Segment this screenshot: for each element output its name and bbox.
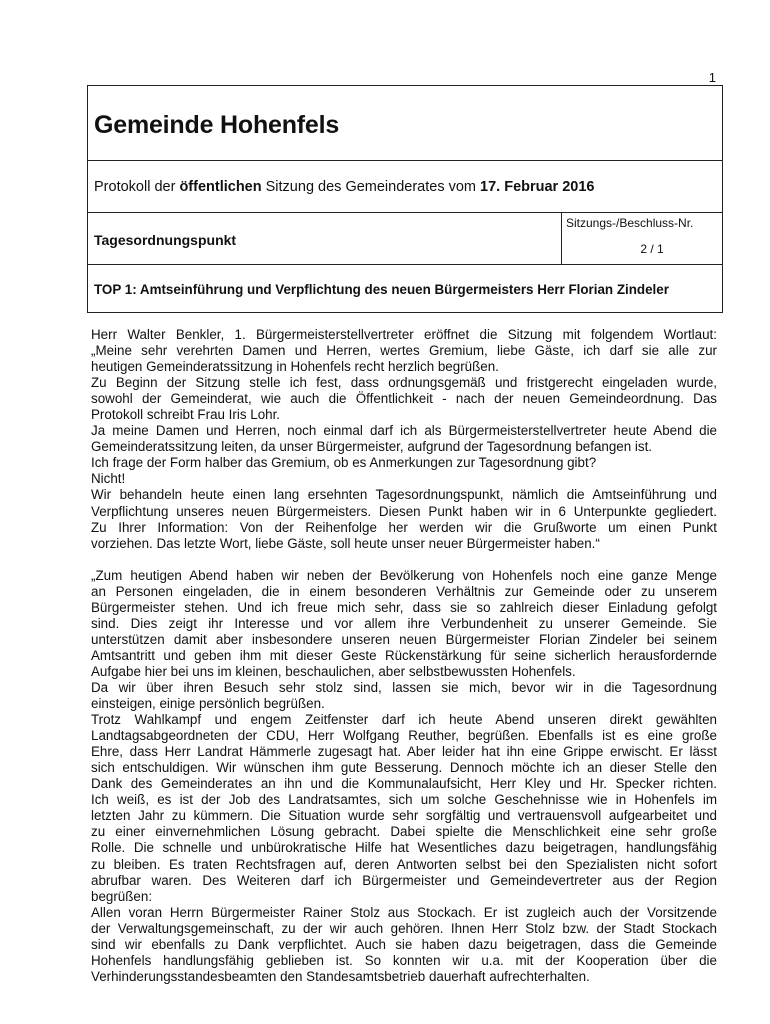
body-text xyxy=(91,327,717,985)
session-number: 2 / 1 xyxy=(640,242,664,256)
text-line: an Personen eingeladen, die in einem besonderen Verhältnis zur Gemeinde oder zu unserem xyxy=(91,583,717,599)
text-line: Trotz Wahlkampf und engem Zeitfenster darf ich heute Abend unseren direkt gewählten xyxy=(91,712,717,728)
protocol-middle: Sitzung des Gemeinderates vom xyxy=(261,179,481,195)
text-line: Verpflichtung unseres neuen Bürgermeisters. Diesen Punkt haben wir in 6 Unterpunkte gegliedert. xyxy=(91,503,717,519)
text-line: einsteigen, einige persönlich begrüßen. xyxy=(91,696,325,712)
agenda-label: Tagesordnungspunkt xyxy=(94,232,237,248)
organization-title: Gemeinde Hohenfels xyxy=(94,111,340,139)
protocol-date: 17. Februar 2016 xyxy=(480,179,595,195)
paragraph-1 xyxy=(91,327,717,552)
agenda-row xyxy=(88,213,722,265)
text-line: begrüßen: xyxy=(91,888,153,904)
protocol-line xyxy=(94,179,595,195)
text-line: „Meine sehr verehrten Damen und Herren, wertes Gremium, liebe Gäste, ich darf sie alle zur xyxy=(91,343,717,359)
text-line: Da wir über ihren Besuch sehr stolz sind, lassen sie mich, bevor wir in die Tagesordnung xyxy=(91,679,717,695)
text-line: Gemeinderatssitzung leiten, da unser Bürgermeister, aufgrund der Tagesordnung befangen ist. xyxy=(91,439,653,455)
text-line: sind. Dies zeigt ihr Interesse und vor allem ihre Verbundenheit zu unserer Gemeinde. Sie xyxy=(91,615,717,631)
text-line: Ja meine Damen und Herren, noch einmal darf ich als Bürgermeisterstellvertreter heute Abend die xyxy=(91,423,717,439)
text-line: Landtagsabgeordneten der CDU, Herr Wolfgang Reuther, begrüßen. Ebenfalls ist es eine große xyxy=(91,728,717,744)
header-table xyxy=(87,85,723,313)
text-line: Zu Beginn der Sitzung stelle ich fest, dass ordnungsgemäß und fristgerecht eingeladen wurde, xyxy=(91,375,717,391)
text-line: Herr Walter Benkler, 1. Bürgermeisterstellvertreter eröffnet die Sitzung mit folgendem Wortlaut: xyxy=(91,327,717,342)
text-line: zu bleiben. Es traten Rechtsfragen auf, deren Antworten selbst bei den Spezialisten nicht sofort xyxy=(91,856,717,872)
text-line: zu einer einvernehmlichen Lösung gebracht. Dabei spielte die Menschlichkeit eine sehr große xyxy=(91,824,717,840)
text-line: Rolle. Die schnelle und unbürokratische Hilfe hat Wesentliches dazu beigetragen, handlungsfähig xyxy=(91,840,717,856)
text-line: Ich frage der Form halber das Gremium, ob es Anmerkungen zur Tagesordnung gibt? xyxy=(91,455,597,471)
text-line: Aufgabe hier bei uns im kleinen, beschaulichen, aber selbstbewussten Hohenfels. xyxy=(91,663,576,679)
text-line: Hohenfels handlungsfähig geblieben ist. So konnten wir u.a. mit der Kooperation über die xyxy=(91,952,717,968)
page-number: 1 xyxy=(708,70,716,85)
text-line: Wir behandeln heute einen lang ersehnten Tagesordnungspunkt, nämlich die Amtseinführung und xyxy=(91,487,717,503)
text-line: letzten Jahr zu kümmern. Die Situation wurde sehr sorgfältig und vertrauensvoll aufgearbeitet und xyxy=(91,808,717,824)
agenda-divider xyxy=(561,213,562,264)
top-heading: TOP 1: Amtseinführung und Verpflichtung des neuen Bürgermeisters Herr Florian Zindeler xyxy=(94,282,669,297)
text-line: Ich weiß, es ist der Job des Landratsamtes, sich um solche Geschehnisse wie in Hohenfels im xyxy=(91,792,717,808)
text-line: Amtsantritt und geben ihm mit dieser Geste Rückenstärkung für seine sicherlich herausfordernde xyxy=(91,647,717,663)
text-line: heutigen Gemeinderatssitzung in Hohenfels recht herzlich begrüßen. xyxy=(91,359,499,375)
text-line: Ehre, dass Herr Landrat Hämmerle zugesagt hat. Aber leider hat ihn eine Grippe erwischt. Er lässt xyxy=(91,744,717,760)
text-line: sich entschuldigen. Wir wünschen ihm gute Besserung. Dennoch möchte ich an dieser Stelle den xyxy=(91,760,717,776)
top-row xyxy=(88,265,722,312)
session-label: Sitzungs-/Beschluss-Nr. xyxy=(566,216,694,230)
text-line: sowohl der Gemeinderat, wie auch die Öffentlichkeit - nach der neuen Gemeindeordnung. Das xyxy=(91,391,717,407)
text-line: Protokoll schreibt Frau Iris Lohr. xyxy=(91,407,281,423)
paragraph-2 xyxy=(91,568,717,985)
text-line: Allen voran Herrn Bürgermeister Rainer Stolz aus Stockach. Er ist zugleich auch der Vorsitzende xyxy=(91,904,717,920)
paragraph-gap xyxy=(91,552,717,568)
text-line: unterstützen damit aber insbesondere unseren neuen Bürgermeister Florian Zindeler bei seinem xyxy=(91,631,717,647)
protocol-prefix: Protokoll der xyxy=(94,179,180,195)
text-line: abrufbar waren. Des Weiteren darf ich Bürgermeister und Gemeindevertreter aus der Region xyxy=(91,872,717,888)
text-line: Bürgermeister stehen. Und ich freue mich sehr, dass sie so zahlreich dieser Einladung gefolgt xyxy=(91,599,717,615)
text-line: Verhinderungsstandesbeamten den Standesamtsbetrieb dauerhaft aufrechterhalten. xyxy=(91,968,590,984)
title-row xyxy=(88,86,722,161)
text-line: sind wir ebenfalls zu Dank verpflichtet. Auch sie haben dazu beigetragen, dass die Gemeinde xyxy=(91,936,717,952)
text-line: Nicht! xyxy=(91,471,126,487)
protocol-row xyxy=(88,161,722,213)
text-line: vorziehen. Das letzte Wort, liebe Gäste, soll heute unser neuer Bürgermeister haben.“ xyxy=(91,535,600,551)
protocol-public: öffentlichen xyxy=(179,179,262,195)
text-line: Dank des Gemeinderates an ihn und die Kommunalaufsicht, Herr Kley und Hr. Specker richten. xyxy=(91,776,717,792)
text-line: Zu Ihrer Information: Von der Reihenfolge her werden wir die Grußworte um einen Punkt xyxy=(91,519,717,535)
text-line: der Verwaltungsgemeinschaft, zu der wir auch gehören. Ihnen Herr Stolz bzw. der Stadt Stockach xyxy=(91,920,717,936)
text-line: „Zum heutigen Abend haben wir neben der Bevölkerung von Hohenfels noch eine ganze Menge xyxy=(91,567,717,583)
